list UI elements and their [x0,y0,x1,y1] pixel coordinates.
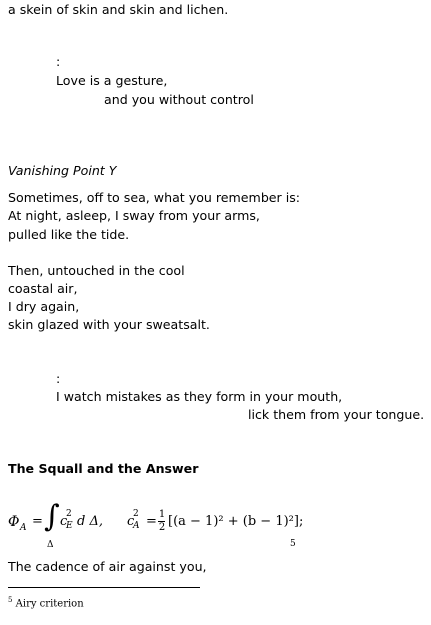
equals-sign: = [32,514,43,529]
differential: d Δ, [77,514,103,529]
poem-line: skin glazed with your sweatsalt. [8,317,210,332]
stanza-break-colon: : [56,54,61,69]
poem-line-indented: and you without control [104,92,254,107]
equals-sign: = [146,514,157,529]
integral-sign: ∫ [44,499,60,534]
fraction-denominator: 2 [158,522,166,533]
poem-line: The cadence of air against you, [8,559,207,574]
poem-line: At night, asleep, I sway from your arms, [8,208,260,223]
poem-line: Then, untouched in the cool [8,263,185,278]
footnote-marker: 5 [8,596,13,604]
integrand: c [60,514,68,529]
integral-lower-limit: Δ [47,540,54,550]
equation-lhs-subscript: A [20,523,27,533]
rhs-superscript: 2 [133,509,139,519]
rhs-subscript: A [133,521,140,531]
poem-line: pulled like the tide. [8,227,130,242]
stanza-break-colon: : [56,371,61,386]
footnote-text: Airy criterion [15,598,84,610]
poem-line: I dry again, [8,299,80,314]
rhs-body: [(a − 1)² + (b − 1)²]; [168,514,304,529]
section-title: Vanishing Point Y [8,163,117,178]
integrand-subscript: E [66,521,73,531]
poem-line-indented: lick them from your tongue. [248,407,425,422]
poem-line: I watch mistakes as they form in your mouth, [56,389,343,404]
footnote [8,596,84,609]
poem-line: coastal air, [8,281,78,296]
fraction-numerator: 1 [158,509,166,520]
poem-line: Sometimes, off to sea, what you remember is: [8,190,301,205]
footnote-separator [8,587,200,588]
poem-line: Love is a gesture, [56,73,168,88]
poem-line: a skein of skin and skin and lichen. [8,2,229,17]
equation-lhs: Φ [8,514,20,530]
rhs-variable: c [127,514,135,529]
integrand-superscript: 2 [66,509,72,519]
equation-number: 5 [290,539,296,549]
section-title: The Squall and the Answer [8,461,199,476]
